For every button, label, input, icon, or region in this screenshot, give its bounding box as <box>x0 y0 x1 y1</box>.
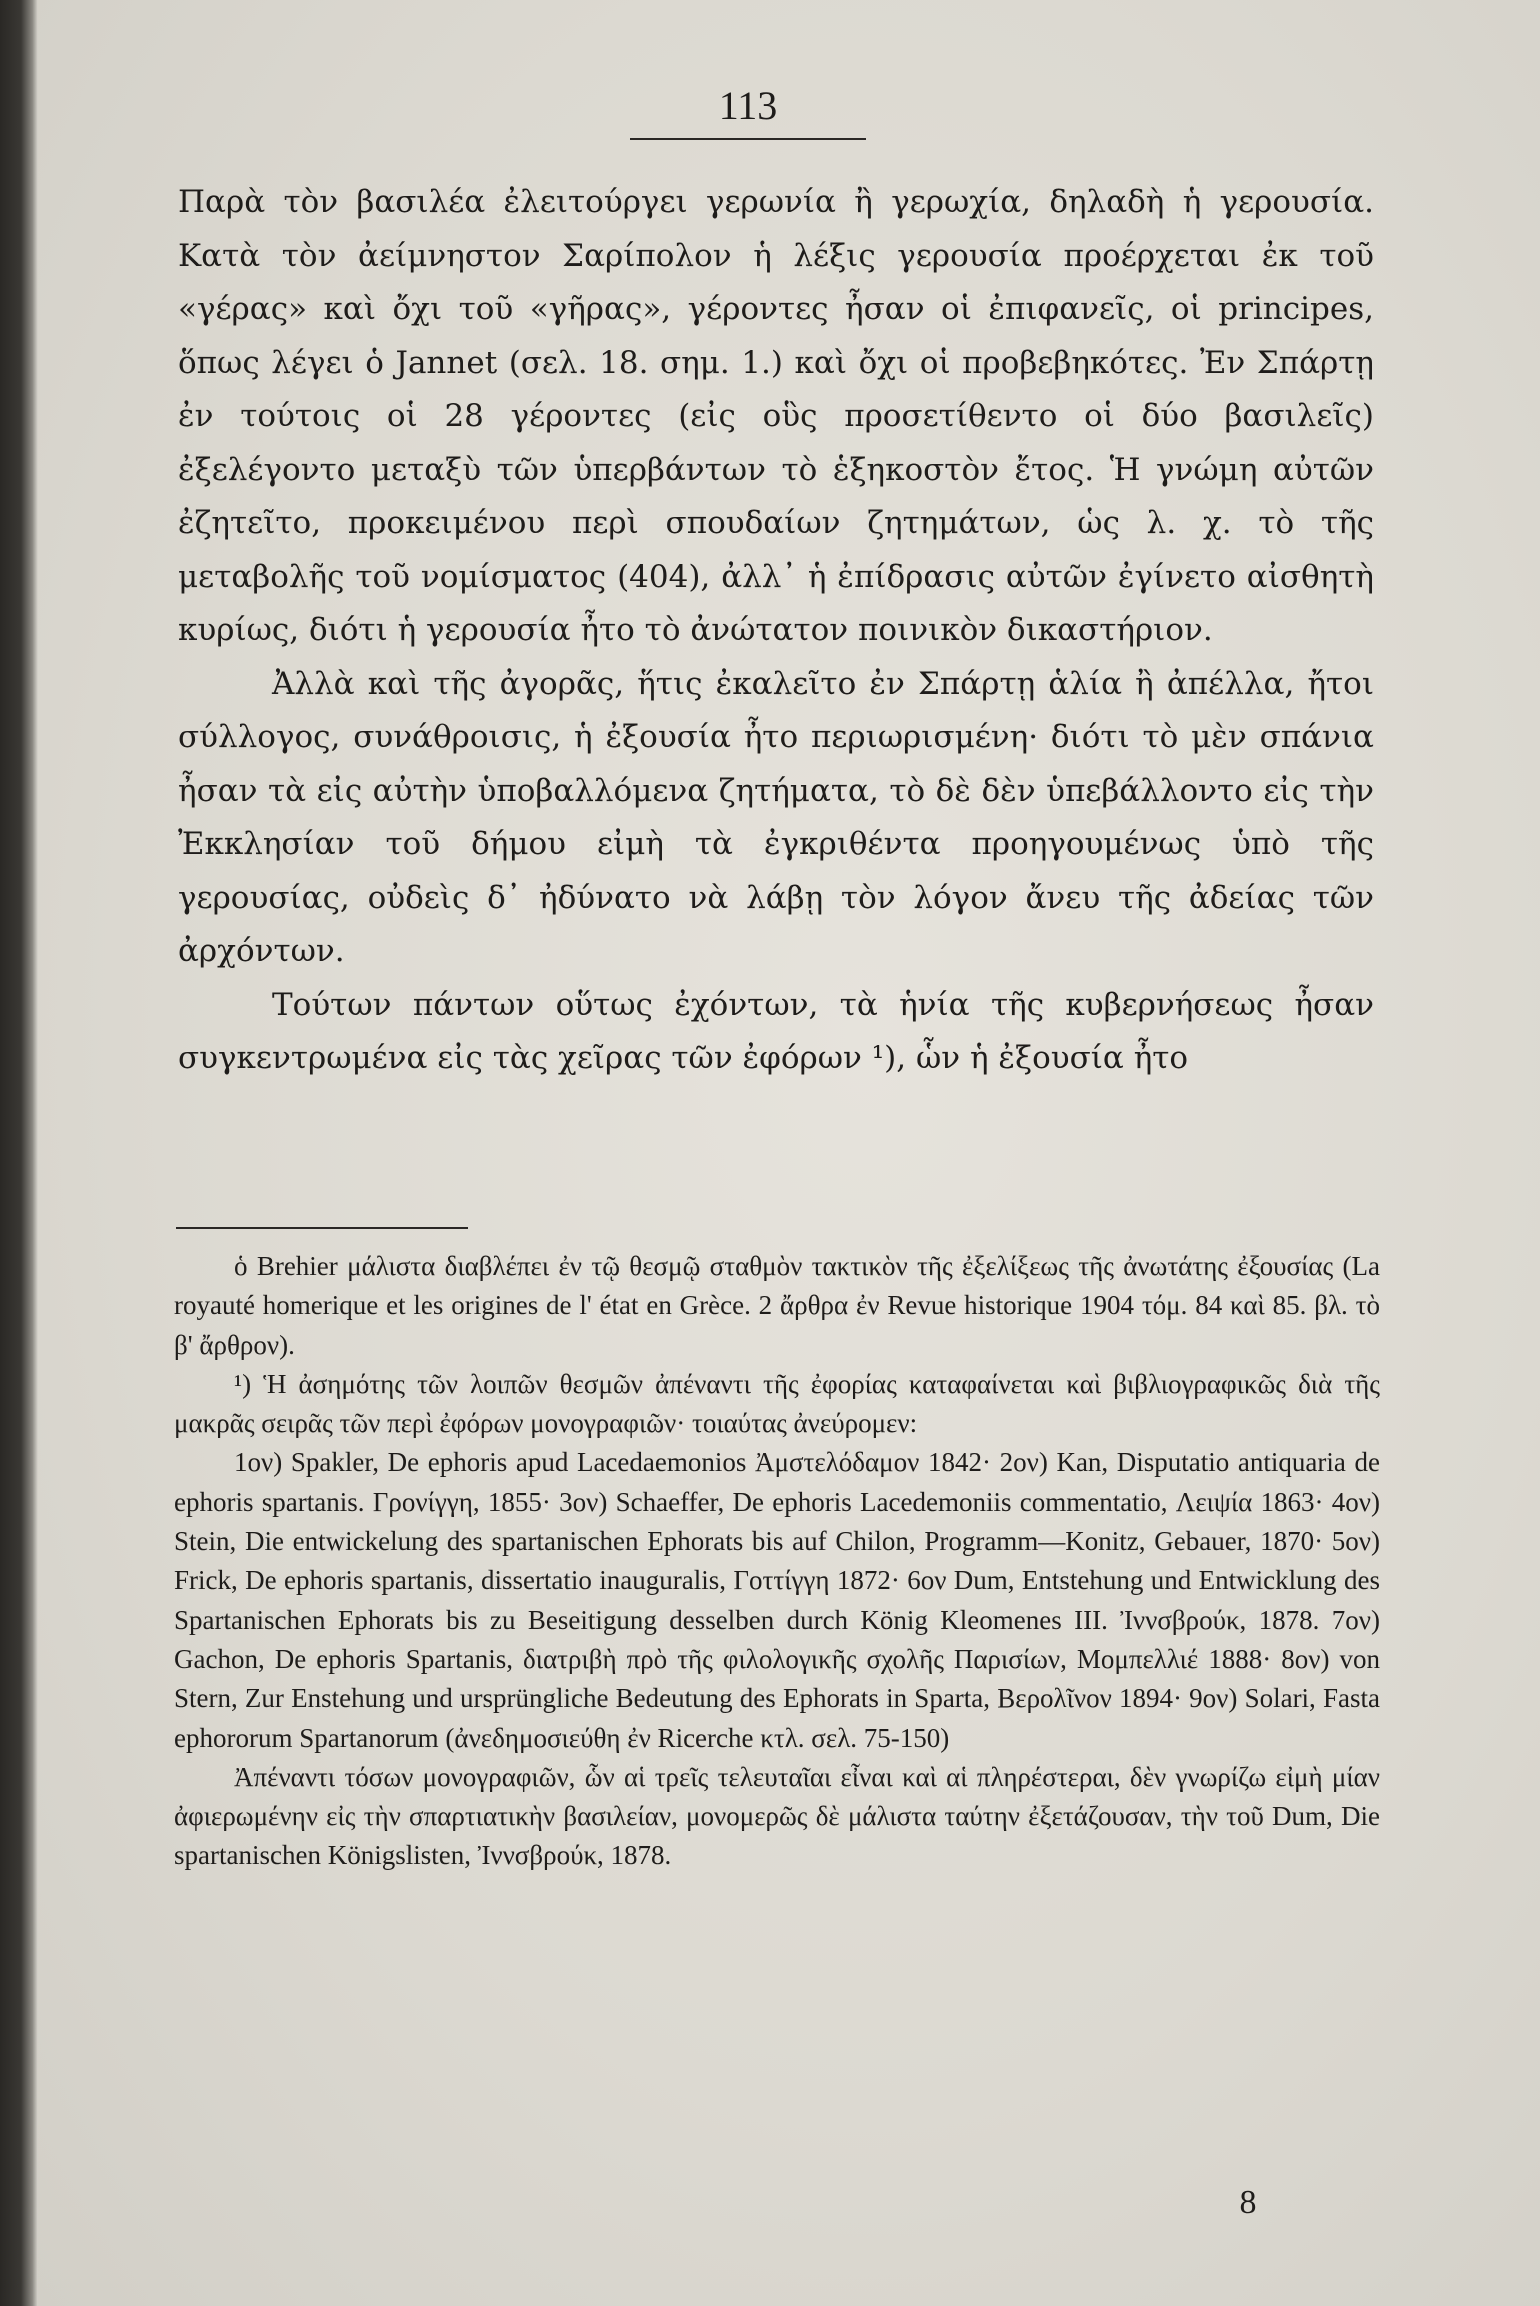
footnote-continuation: ὁ Brehier μάλιστα διαβλέπει ἐν τῷ θεσμῷ σταθμὸν τακτικὸν τῆς ἐξελίξεως τῆς ἀνωτάτης ἐξουσίας (La royauté homerique et les origines de l' état en Grèce. 2 ἄρθρα ἐν Revue historique 1904 τόμ. 84 καὶ 85. βλ. τὸ β' ἄρθρον). <box>174 1251 1380 1360</box>
body-paragraph-1: Παρὰ τὸν βασιλέα ἐλειτούργει γερωνία ἢ γερωχία, δηλαδὴ ἡ γερουσία. Κατὰ τὸν ἀείμνηστον Σαρίπολον ἡ λέξις γερουσία προέρχεται ἐκ τοῦ «γέρας» καὶ ὄχι τοῦ «γῆρας», γέροντες ἦσαν οἱ ἐπιφανεῖς, οἱ principes, ὅπως λέγει ὁ Jannet (σελ. 18. σημ. 1.) καὶ ὄχι οἱ προβεβηκότες. Ἐν Σπάρτῃ ἐν τούτοις οἱ 28 γέροντες (εἰς οὓς προσετίθεντο οἱ δύο βασιλεῖς) ἐξελέγοντο μεταξὺ τῶν ὑπερβάντων τὸ ἑξηκοστὸν ἔτος. Ἡ γνώμη αὐτῶν ἐζητεῖτο, προκειμένου περὶ σπουδαίων ζητημάτων, ὡς λ. χ. τὸ τῆς μεταβολῆς τοῦ νομίσματος (404), ἀλλ᾽ ἡ ἐπίδρασις αὐτῶν ἐγίνετο αἰσθητὴ κυρίως, διότι ἡ γερουσία ἦτο τὸ ἀνώτατον ποινικὸν δικαστήριον. <box>178 184 1374 648</box>
body-paragraph-3: Τούτων πάντων οὕτως ἐχόντων, τὰ ἡνία τῆς κυβερνήσεως ἦσαν συγκεντρωμένα εἰς τὰς χεῖρας τῶν ἐφόρων ¹), ὧν ἡ ἐξουσία ἦτο <box>178 986 1374 1076</box>
signature-mark: 8 <box>1239 2184 1257 2221</box>
footnote-rule <box>176 1227 468 1229</box>
footnote-1: ¹) Ἡ ἀσημότης τῶν λοιπῶν θεσμῶν ἀπέναντι τῆς ἐφορίας καταφαίνεται καὶ βιβλιογραφικῶς διὰ τῆς μακρᾶς σειρᾶς τῶν περὶ ἐφόρων μονογραφιῶν· τοιαύτας ἀνεύρομεν: <box>174 1368 1380 1439</box>
footnote-1-remark: Ἀπέναντι τόσων μονογραφιῶν, ὧν αἱ τρεῖς τελευταῖαι εἶναι καὶ αἱ πληρέστεραι, δὲν γνωρίζω εἰμὴ μίαν ἀφιερωμένην εἰς τὴν σπαρτιατικὴν βασιλείαν, μονομερῶς δὲ μάλιστα ταύτην ἐξετάζουσαν, τὴν τοῦ Dum, Die spartanischen Königslisten, Ἰννσβρούκ, 1878. <box>174 1761 1380 1871</box>
body-text <box>178 176 1374 1086</box>
footnote-1-bibliography: 1ον) Spakler, De ephoris apud Lacedaemonios Ἀμστελόδαμον 1842· 2ον) Kan, Disputatio antiquaria de ephoris spartanis. Γρονίγγη, 1855· 3ον) Schaeffer, De ephoris Lacedemoniis commentatio, Λειψία 1863· 4ον) Stein, Die entwickelung des spartanischen Ephorats bis auf Chilon, Programm—Konitz, Gebauer, 1870· 5ον) Frick, De ephoris spartanis, dissertatio inauguralis, Γοττίγγη 1872· 6ον Dum, Entstehung und Entwicklung des Spartanischen Ephorats bis zu Beseitigung desselben durch König Kleomenes III. Ἰννσβρούκ, 1878. 7ον) Gachon, De ephoris Spartanis, διατριβὴ πρὸ τῆς φιλολογικῆς σχολῆς Παρισίων, Μομπελλιέ 1888· 8ον) von Stern, Zur Enstehung und ursprüngliche Bedeutung des Ephorats in Sparta, Βερολῖνον 1894· 9ον) Solari, Fasta ephororum Spartanorum (ἀνεδημοσιεύθη ἐν Ricerche κτλ. σελ. 75-150) <box>174 1447 1380 1753</box>
book-page <box>38 0 1540 2306</box>
page-number: 113 <box>718 83 778 128</box>
body-paragraph-2: Ἀλλὰ καὶ τῆς ἀγορᾶς, ἥτις ἐκαλεῖτο ἐν Σπάρτῃ ἁλία ἢ ἀπέλλα, ἤτοι σύλλογος, συνάθροισις, ἡ ἐξουσία ἦτο περιωρισμένη· διότι τὸ μὲν σπάνια ἦσαν τὰ εἰς αὐτὴν ὑποβαλλόμενα ζητήματα, τὸ δὲ δὲν ὑπεβάλλοντο εἰς τὴν Ἐκκλησίαν τοῦ δήμου εἰμὴ τὰ ἐγκριθέντα προηγουμένως ὑπὸ τῆς γερουσίας, οὐδεὶς δ᾽ ἠδύνατο νὰ λάβῃ τὸν λόγον ἄνευ τῆς ἀδείας τῶν ἀρχόντων. <box>178 665 1374 969</box>
footnotes <box>174 1247 1380 1876</box>
header-rule <box>630 138 866 140</box>
book-binding-edge <box>0 0 38 2306</box>
